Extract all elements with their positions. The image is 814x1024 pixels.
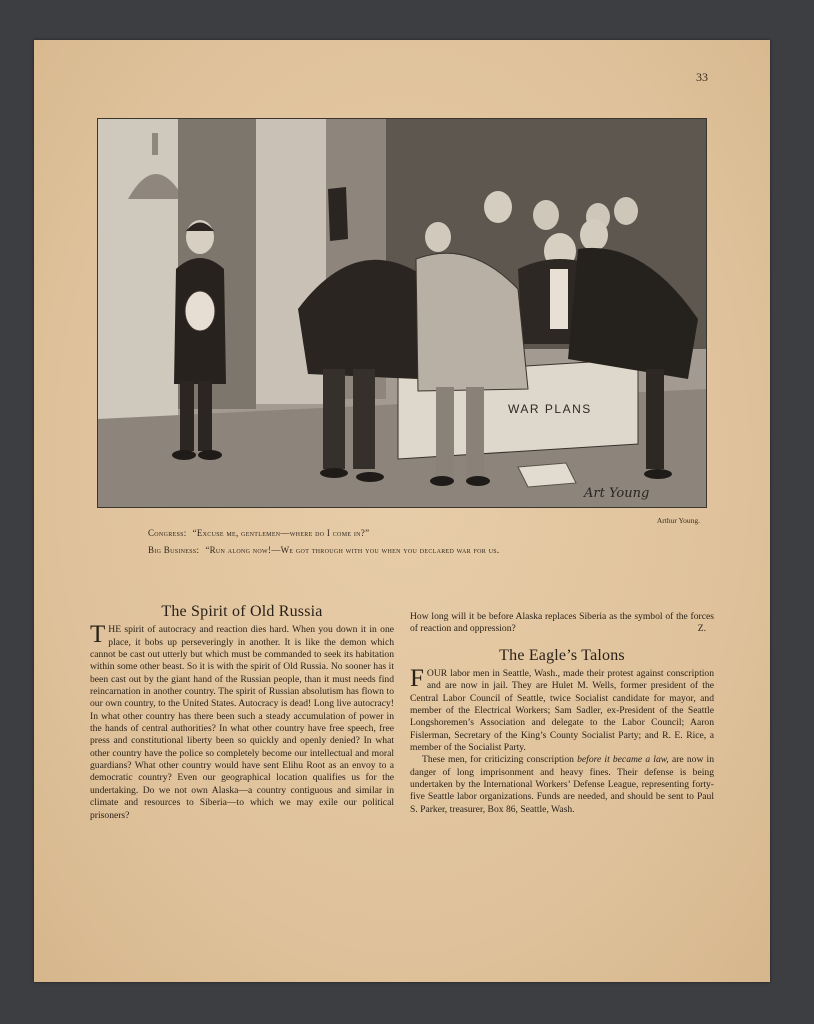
cartoon-drawing (98, 119, 706, 507)
window-left (98, 119, 178, 419)
war-plans-sign: WAR PLANS (508, 402, 592, 416)
article-continuation (410, 611, 714, 636)
article2-para2 (410, 754, 714, 816)
author-signature: Z. (697, 623, 706, 635)
drop-cap: F (410, 665, 424, 693)
caption-speaker: Big Business: (148, 545, 200, 555)
caption-speaker: Congress: (148, 528, 187, 538)
para2-text-end: are now in danger of long imprisonment and heavy fines. Their defense is being undertaken by the International Workers’ Defense League, representing forty-five Seattle labor organizations. Funds are needed, and should be sent to Paul S. Parker, treasurer, Box 86, Seattle, Wash. (410, 754, 714, 815)
right-column (410, 611, 714, 816)
para2-text-start: These men, for criticizing conscription (422, 754, 574, 766)
magazine-page (34, 40, 770, 982)
caption-congress (148, 528, 369, 538)
artist-signature: Art Young (584, 486, 650, 501)
article2-para1-text: OUR labor men in Seattle, Wash., made their protest against conscription and are now in jail. They are Hulet M. Wells, former president of the Central Labor Council of Seattle, twice Socialist candidate for mayor, and member of the Electrical Workers; Sam Sadler, ex-President of the Seattle Longshoremen’s Association and delegate to the Labor Council; Aaron Fislerman, Secretary of the King’s County Socialist Party; and R. E. Rice, a member of the Socialist Party. (410, 668, 714, 754)
article-spirit-of-old-russia (90, 603, 394, 822)
page-number: 33 (696, 70, 708, 84)
caption-text: “Run along now!—We got through with you when you declared war for us. (205, 545, 500, 555)
drop-cap: T (90, 621, 106, 649)
capitol-spire (152, 133, 158, 155)
article-title-eagles-talons: The Eagle’s Talons (499, 646, 625, 664)
continuation-text: How long will it be before Alaska replaces Siberia as the symbol of the forces of reaction and oppression? (410, 611, 714, 635)
caption-big-business (148, 545, 499, 555)
article-body-text: HE spirit of autocracy and reaction dies hard. When you down it in one place, it bobs up perseveringly in another. It is like the demon which cannot be cast out utterly but which must be commanded to seek its habitation within some other beast. So it is with the spirit of Old Russia. No sooner has it been cast out by the giant hand of the Russian people, than it must needs find reincarnation in another country. The spirit of Russian absolutism has flown to our own country, to the United States. Autocracy is dead! Long live autocracy! In what other country has there been such a steady accumulation of power in the hands of central authorities? In what other country have free speech, free press and constitutional liberty been so quickly and openly denied? In what other country have the police so completely become our intellectual and moral guardians? What other country would have sent Elihu Root as an envoy to a democratic country? Even our geographical location qualifies us for the undertaking. Do we not own Alaska—a country contiguous and similar in climate and resources to Siberia—to which we may exile our political prisoners? (90, 624, 394, 821)
article-body (90, 621, 394, 822)
dropped-paper (518, 463, 576, 487)
para2-italic-text: before it became a law, (577, 754, 669, 766)
caption-text: “Excuse me, gentlemen—where do I come in?” (192, 528, 370, 538)
artist-credit: Arthur Young. (656, 516, 700, 525)
cartoon-illustration (97, 118, 707, 508)
article2-para1 (410, 665, 714, 754)
article-title: The Spirit of Old Russia (161, 603, 323, 620)
